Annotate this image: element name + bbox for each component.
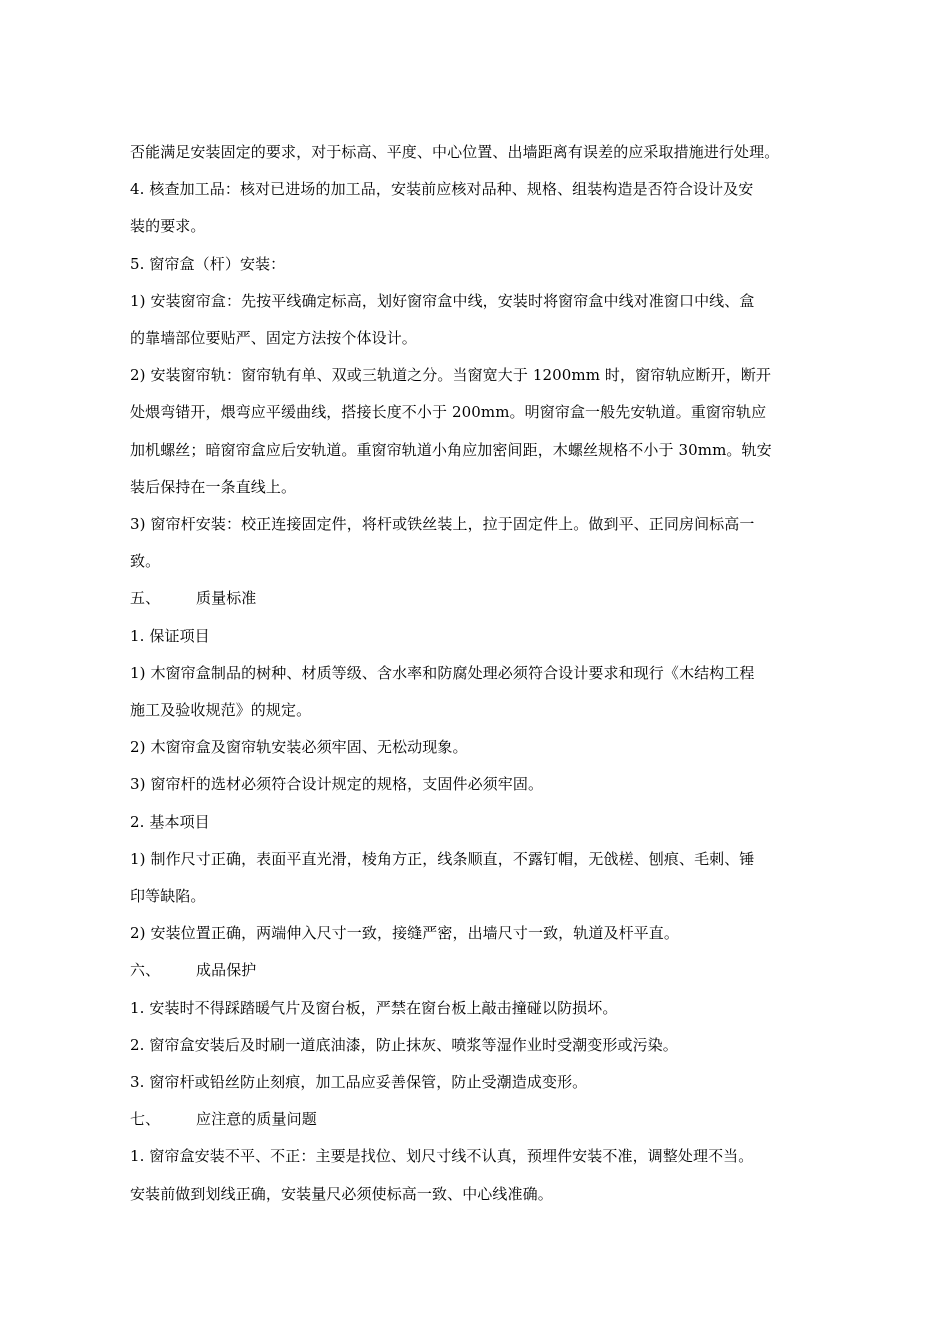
section-title: 成品保护	[196, 961, 257, 980]
body-line: 处煨弯错开，煨弯应平缓曲线，搭接长度不小于 200mm。明窗帘盒一般先安轨道。重窗帘轨应	[130, 403, 767, 422]
body-line: 5. 窗帘盒（杆）安装：	[130, 254, 286, 273]
section-title: 应注意的质量问题	[196, 1110, 317, 1129]
body-line: 4. 核查加工品：核对已进场的加工品，安装前应核对品种、规格、组装构造是否符合设计及安	[130, 180, 754, 199]
section-heading-quality-standard	[130, 580, 835, 617]
body-line: 否能满足安装固定的要求，对于标高、平度、中心位置、出墙距离有误差的应采取措施进行处理。	[130, 143, 780, 161]
body-line: 的靠墙部位要贴严、固定方法按个体设计。	[130, 329, 417, 348]
body-line: 施工及验收规范》的规定。	[130, 701, 312, 720]
body-line: 1. 安装时不得踩踏暖气片及窗台板，严禁在窗台板上敲击撞碰以防损坏。	[130, 998, 618, 1017]
body-line: 装的要求。	[130, 217, 206, 236]
body-line: 2) 安装位置正确，两端伸入尺寸一致，接缝严密，出墙尺寸一致，轨道及杆平直。	[130, 924, 679, 943]
body-line: 装后保持在一条直线上。	[130, 477, 297, 496]
body-line: 1. 窗帘盒安装不平、不正：主要是找位、划尺寸线不认真，预埋件安装不准，调整处理不当。	[130, 1147, 754, 1166]
body-line: 安装前做到划线正确，安装量尺必须使标高一致、中心线准确。	[130, 1184, 553, 1203]
section-heading-product-protection	[130, 952, 835, 989]
body-line: 1) 安装窗帘盒：先按平线确定标高，划好窗帘盒中线，安装时将窗帘盒中线对准窗口中线、盒	[130, 291, 755, 310]
section-title: 质量标准	[196, 589, 257, 608]
body-line: 1) 制作尺寸正确，表面平直光滑，棱角方正，线条顺直，不露钉帽，无戗槎、刨痕、毛刺、锤	[130, 849, 755, 868]
body-line: 加机螺丝；暗窗帘盒应后安轨道。重窗帘轨道小角应加密间距，木螺丝规格不小于 30mm。轨安	[130, 440, 772, 459]
section-number: 七、	[130, 1110, 161, 1129]
body-line: 致。	[130, 552, 161, 571]
body-line: 3. 窗帘杆或铅丝防止刻痕，加工品应妥善保管，防止受潮造成变形。	[130, 1073, 588, 1092]
body-line: 印等缺陷。	[130, 887, 206, 906]
section-number: 六、	[130, 961, 161, 980]
body-line: 1. 保证项目	[130, 626, 210, 645]
document-body	[130, 134, 835, 1213]
body-line: 3) 窗帘杆安装：校正连接固定件，将杆或铁丝装上，拉于固定件上。做到平、正同房间标高一	[130, 515, 755, 534]
section-number: 五、	[130, 589, 161, 608]
body-line: 2. 基本项目	[130, 812, 210, 831]
body-line: 2. 窗帘盒安装后及时刷一道底油漆，防止抹灰、喷浆等湿作业时受潮变形或污染。	[130, 1035, 678, 1054]
body-line: 3) 窗帘杆的选材必须符合设计规定的规格，支固件必须牢固。	[130, 775, 544, 794]
body-line: 2) 安装窗帘轨：窗帘轨有单、双或三轨道之分。当窗宽大于 1200mm 时，窗帘轨应断开，断开	[130, 366, 772, 385]
body-line: 1) 木窗帘盒制品的树种、材质等级、含水率和防腐处理必须符合设计要求和现行《木结构工程	[130, 663, 755, 682]
section-heading-quality-issues	[130, 1101, 835, 1138]
body-line: 2) 木窗帘盒及窗帘轨安装必须牢固、无松动现象。	[130, 738, 468, 757]
